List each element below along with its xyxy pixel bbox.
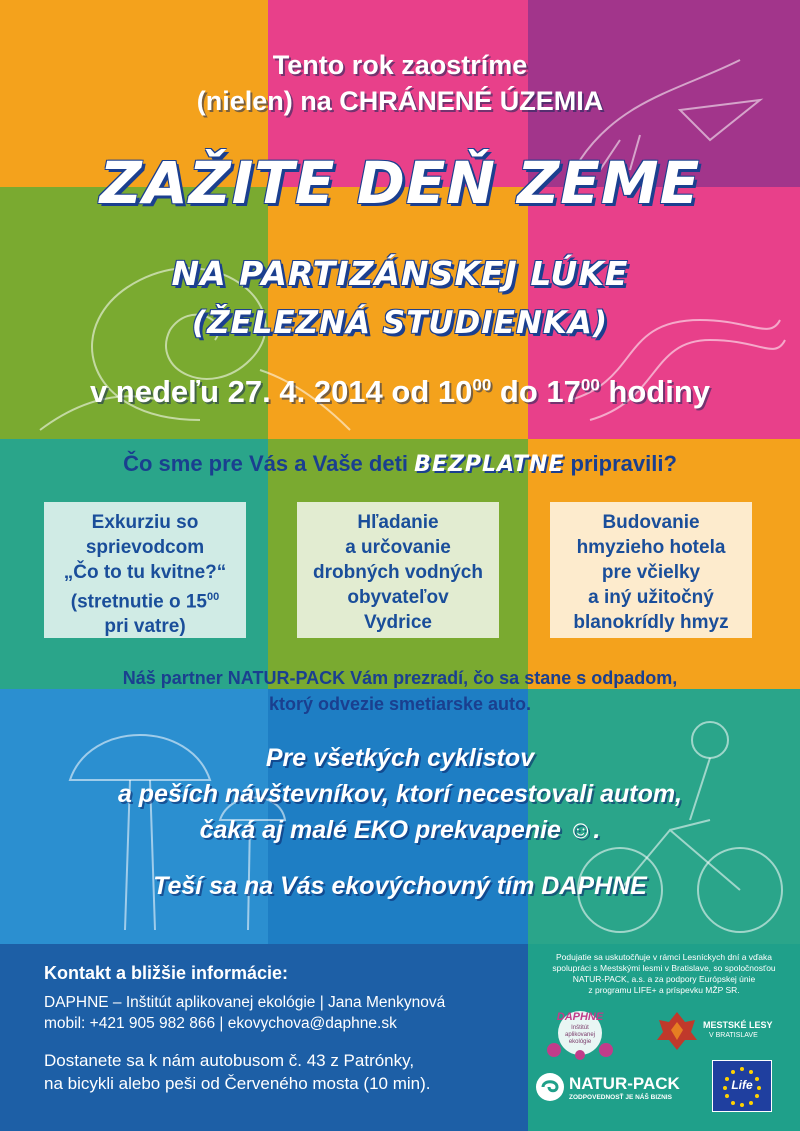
activity-2-line-1: Hľadanie — [357, 512, 439, 533]
header-line-2: (nielen) na CHRÁNENÉ ÚZEMIA — [196, 86, 604, 116]
daphne-logo — [540, 1005, 620, 1060]
date-prefix: v nedeľu 27. 4. 2014 od 10 — [89, 374, 473, 409]
activity-2-line-4: obyvateľov — [347, 587, 449, 608]
time-to-sup: 00 — [580, 375, 600, 395]
activity-box-water-creatures — [297, 502, 499, 638]
daphne-sub-1: Inštitút — [571, 1025, 589, 1031]
sponsor-text-3: NATUR-PACK, a.s. a za podpory Európskej únie — [572, 974, 756, 984]
free-offer-question — [0, 451, 800, 477]
daphne-sub-3: ekológie — [568, 1039, 592, 1045]
activity-1-line-3: „Čo to tu kvitne?“ — [63, 562, 227, 583]
activity-3-line-2: hmyzieho hotela — [576, 537, 726, 558]
eco-line-1: Pre všetkých cyklistov — [265, 744, 535, 772]
eco-team: Teší sa na Vás ekovýchovný tím DAPHNE — [153, 872, 647, 900]
event-date — [0, 374, 800, 410]
activity-3-line-4: a iný užitočný — [588, 587, 714, 608]
question-after: pripravili? — [564, 451, 677, 476]
activity-box-excursion — [44, 502, 246, 638]
activity-1-line-1: Exkurziu so — [91, 512, 199, 533]
activity-3-line-5: blanokrídly hmyz — [573, 612, 729, 633]
contact-line-1: DAPHNE – Inštitút aplikovanej ekológie | Jana Menkynová — [44, 994, 446, 1011]
activity-1-line-2: sprievodcom — [85, 537, 205, 558]
activity-box-insect-hotel — [550, 502, 752, 638]
mestske-lesy-name: MESTSKÉ LESY — [703, 1020, 773, 1030]
header-line-1: Tento rok zaostríme — [272, 50, 528, 80]
date-suffix: hodiny — [599, 374, 711, 409]
mestske-lesy-sub: V BRATISLAVE — [709, 1032, 758, 1039]
natur-pack-swirl-icon — [535, 1072, 565, 1102]
partner-line-2: ktorý odvezie smetiarske auto. — [268, 694, 532, 714]
activity-1-line-5: pri vatre) — [104, 616, 186, 638]
activity-1-time-sup: 00 — [206, 591, 220, 603]
eco-line-2: a peších návštevníkov, ktorí necestovali autom, — [117, 780, 683, 808]
time-from-sup: 00 — [472, 375, 492, 395]
directions-line-2: na bicykli alebo peši od Červeného mosta (10 min). — [44, 1074, 431, 1093]
activity-1-time: (stretnutie o 15 — [70, 591, 207, 613]
eco-line-3: čaká aj malé EKO prekvapenie ☺. — [199, 816, 601, 844]
activity-1-line-4 — [44, 585, 246, 614]
activity-2-line-2: a určovanie — [345, 537, 451, 558]
activity-2-line-5: Vydrice — [364, 612, 432, 633]
event-location: NA PARTIZÁNSKEJ LÚKE — [171, 254, 629, 293]
mestske-lesy-logo — [655, 1008, 795, 1053]
contact-line-2: mobil: +421 905 982 866 | ekovychova@daphne.sk — [44, 1015, 397, 1032]
life-eu-logo — [712, 1060, 772, 1112]
natur-pack-slogan: ZODPOVEDNOSŤ JE NÁŠ BIZNIS — [569, 1094, 672, 1101]
daphne-sub-2: aplikovanej — [564, 1032, 596, 1038]
partner-line-1: Náš partner NATUR-PACK Vám prezradí, čo sa stane s odpadom, — [122, 668, 678, 688]
question-before: Čo sme pre Vás a Vaše deti — [123, 451, 415, 476]
life-label: Life — [731, 1078, 753, 1092]
event-location-detail: (ŽELEZNÁ STUDIENKA) — [191, 305, 609, 341]
activity-3-line-1: Budovanie — [602, 512, 700, 533]
directions-line-1: Dostanete sa k nám autobusom č. 43 z Patrónky, — [44, 1051, 415, 1070]
question-emphasis: BEZPLATNE — [414, 452, 565, 477]
event-title: ZAŽITE DEŇ ZEME — [99, 149, 701, 217]
natur-pack-logo — [535, 1070, 705, 1110]
contact-heading: Kontakt a bližšie informácie: — [44, 963, 289, 983]
activity-2-line-3: drobných vodných — [313, 562, 483, 583]
natur-pack-name: NATUR-PACK — [569, 1074, 680, 1093]
daphne-name: DAPHNE — [556, 1011, 604, 1023]
sponsor-text-1: Podujatie sa uskutočňuje v rámci Lesníckych dní a vďaka — [556, 952, 772, 962]
sponsor-text — [530, 952, 798, 996]
activity-3-line-3: pre včielky — [601, 562, 701, 583]
sponsor-text-4: z programu LIFE+ a príspevku MŽP SR. — [588, 985, 740, 995]
sponsor-text-2: spolupráci s Mestskými lesmi v Bratislave, so spoločnosťou — [552, 963, 776, 973]
leaf-icon — [655, 1008, 700, 1053]
date-mid: do 17 — [491, 374, 581, 409]
